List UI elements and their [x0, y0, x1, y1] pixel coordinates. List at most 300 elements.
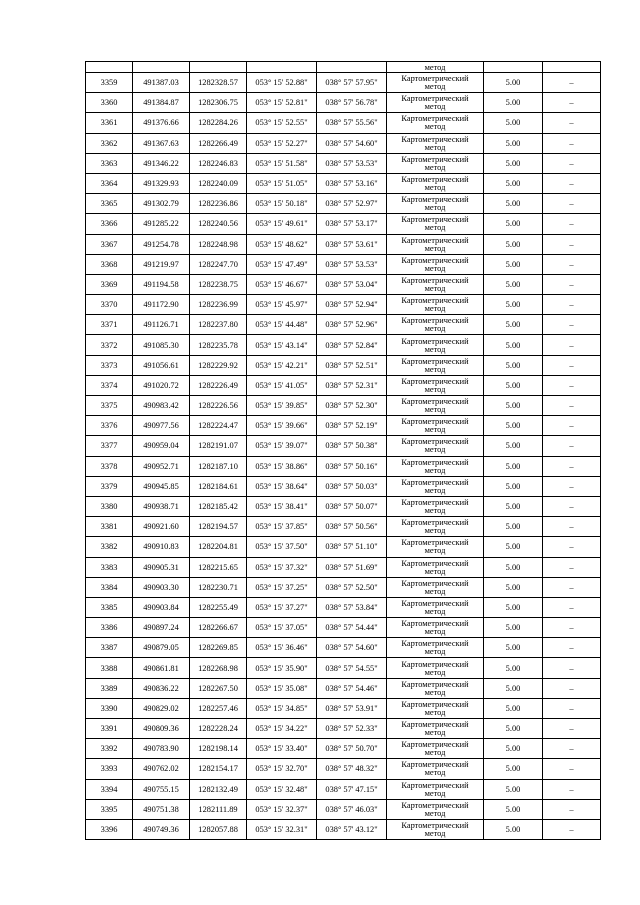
- y-coordinate-cell: 1282204.81: [190, 537, 247, 557]
- table-row: [86, 113, 601, 133]
- accuracy-cell: 5.00: [484, 355, 543, 375]
- x-coordinate-cell: 490959.04: [133, 436, 190, 456]
- method-cell: Картометрический метод: [387, 234, 484, 254]
- method-cell: Картометрический метод: [387, 396, 484, 416]
- table-row: [86, 133, 601, 153]
- longitude-cell: 038° 57' 43.12": [317, 819, 387, 839]
- method-cell: Картометрический метод: [387, 537, 484, 557]
- x-coordinate-cell: 491302.79: [133, 194, 190, 214]
- longitude-cell: 038° 57' 54.46": [317, 678, 387, 698]
- longitude-cell: 038° 57' 50.16": [317, 456, 387, 476]
- dash-cell: –: [543, 476, 601, 496]
- table-row: [86, 436, 601, 456]
- accuracy-cell: 5.00: [484, 537, 543, 557]
- x-coordinate-cell: 490829.02: [133, 698, 190, 718]
- table-row: [86, 93, 601, 113]
- coordinates-table: [85, 61, 601, 840]
- point-number-cell: 3381: [86, 517, 133, 537]
- point-number-cell: 3382: [86, 537, 133, 557]
- method-cell: Картометрический метод: [387, 375, 484, 395]
- table-row: [86, 214, 601, 234]
- accuracy-cell: 5.00: [484, 779, 543, 799]
- y-coordinate-cell: 1282191.07: [190, 436, 247, 456]
- point-number-cell: 3374: [86, 375, 133, 395]
- accuracy-cell: 5.00: [484, 234, 543, 254]
- latitude-cell: 053° 15' 32.31": [247, 819, 317, 839]
- method-cell: Картометрический метод: [387, 173, 484, 193]
- accuracy-cell: 5.00: [484, 295, 543, 315]
- longitude-cell: 038° 57' 50.03": [317, 476, 387, 496]
- dash-cell: –: [543, 335, 601, 355]
- accuracy-cell: 5.00: [484, 517, 543, 537]
- method-cell: Картометрический метод: [387, 456, 484, 476]
- dash-cell: –: [543, 153, 601, 173]
- accuracy-cell: 5.00: [484, 799, 543, 819]
- longitude-cell: 038° 57' 54.55": [317, 658, 387, 678]
- x-coordinate-cell: 491254.78: [133, 234, 190, 254]
- y-coordinate-cell: 1282306.75: [190, 93, 247, 113]
- accuracy-cell: 5.00: [484, 194, 543, 214]
- point-number-cell: 3370: [86, 295, 133, 315]
- accuracy-cell: 5.00: [484, 456, 543, 476]
- dash-cell: –: [543, 355, 601, 375]
- table-row: [86, 779, 601, 799]
- latitude-cell: 053° 15' 37.05": [247, 618, 317, 638]
- method-cell: Картометрический метод: [387, 274, 484, 294]
- table-row: [86, 577, 601, 597]
- accuracy-cell: 5.00: [484, 719, 543, 739]
- method-cell: Картометрический метод: [387, 799, 484, 819]
- x-coordinate-cell: 490921.60: [133, 517, 190, 537]
- y-coordinate-cell: 1282224.47: [190, 416, 247, 436]
- dash-cell: –: [543, 597, 601, 617]
- longitude-cell: 038° 57' 53.53": [317, 153, 387, 173]
- y-coordinate-cell: 1282268.98: [190, 658, 247, 678]
- table-row: [86, 234, 601, 254]
- method-cell: Картометрический метод: [387, 93, 484, 113]
- y-coordinate-cell: 1282246.83: [190, 153, 247, 173]
- x-coordinate-cell: 491384.87: [133, 93, 190, 113]
- continued-row: [86, 62, 601, 73]
- y-coordinate-cell: 1282269.85: [190, 638, 247, 658]
- x-coordinate-cell: 490809.36: [133, 719, 190, 739]
- dash-cell: –: [543, 173, 601, 193]
- accuracy-cell: 5.00: [484, 577, 543, 597]
- longitude-cell: 038° 57' 50.56": [317, 517, 387, 537]
- method-cell: Картометрический метод: [387, 819, 484, 839]
- accuracy-cell: 5.00: [484, 416, 543, 436]
- y-coordinate-cell: 1282194.57: [190, 517, 247, 537]
- point-number-cell: 3366: [86, 214, 133, 234]
- method-cell: Картометрический метод: [387, 739, 484, 759]
- accuracy-cell: 5.00: [484, 173, 543, 193]
- point-number-cell: 3379: [86, 476, 133, 496]
- x-coordinate-cell: 491387.03: [133, 73, 190, 93]
- table-row: [86, 416, 601, 436]
- latitude-cell: 053° 15' 45.97": [247, 295, 317, 315]
- method-cell: Картометрический метод: [387, 113, 484, 133]
- latitude-cell: 053° 15' 33.40": [247, 739, 317, 759]
- point-number-cell: 3372: [86, 335, 133, 355]
- method-cell: Картометрический метод: [387, 759, 484, 779]
- accuracy-cell: 5.00: [484, 375, 543, 395]
- table-row: [86, 194, 601, 214]
- table-row: [86, 396, 601, 416]
- latitude-cell: 053° 15' 37.25": [247, 577, 317, 597]
- point-number-cell: 3386: [86, 618, 133, 638]
- point-number-cell: 3383: [86, 557, 133, 577]
- method-cell: Картометрический метод: [387, 597, 484, 617]
- x-coordinate-cell: 490983.42: [133, 396, 190, 416]
- longitude-cell: 038° 57' 54.44": [317, 618, 387, 638]
- y-coordinate-cell: 1282229.92: [190, 355, 247, 375]
- dash-cell: –: [543, 315, 601, 335]
- point-number-cell: 3368: [86, 254, 133, 274]
- accuracy-cell: 5.00: [484, 618, 543, 638]
- y-coordinate-cell: 1282257.46: [190, 698, 247, 718]
- dash-cell: –: [543, 698, 601, 718]
- longitude-cell: 038° 57' 53.61": [317, 234, 387, 254]
- accuracy-cell: 5.00: [484, 274, 543, 294]
- latitude-cell: 053° 15' 50.18": [247, 194, 317, 214]
- longitude-cell: 038° 57' 52.84": [317, 335, 387, 355]
- accuracy-cell: 5.00: [484, 153, 543, 173]
- accuracy-cell: 5.00: [484, 73, 543, 93]
- point-number-cell: 3375: [86, 396, 133, 416]
- x-coordinate-cell: 490977.56: [133, 416, 190, 436]
- x-coordinate-cell: 490945.85: [133, 476, 190, 496]
- table-row: [86, 819, 601, 839]
- longitude-cell: 038° 57' 52.30": [317, 396, 387, 416]
- latitude-cell: 053° 15' 52.88": [247, 73, 317, 93]
- latitude-cell: 053° 15' 32.37": [247, 799, 317, 819]
- point-number-cell: 3360: [86, 93, 133, 113]
- longitude-cell: 038° 57' 46.03": [317, 799, 387, 819]
- y-coordinate-cell: 1282255.49: [190, 597, 247, 617]
- y-coordinate-cell: 1282267.50: [190, 678, 247, 698]
- accuracy-cell: 5.00: [484, 638, 543, 658]
- table-row: [86, 476, 601, 496]
- method-cell: Картометрический метод: [387, 133, 484, 153]
- dash-cell: –: [543, 234, 601, 254]
- accuracy-cell: 5.00: [484, 93, 543, 113]
- table-row: [86, 456, 601, 476]
- accuracy-cell: 5.00: [484, 315, 543, 335]
- method-cell: Картометрический метод: [387, 153, 484, 173]
- latitude-cell: 053° 15' 52.27": [247, 133, 317, 153]
- longitude-cell: 038° 57' 53.17": [317, 214, 387, 234]
- latitude-cell: 053° 15' 39.07": [247, 436, 317, 456]
- x-coordinate-cell: 491085.30: [133, 335, 190, 355]
- dash-cell: –: [543, 396, 601, 416]
- table-row: [86, 73, 601, 93]
- x-coordinate-cell: 490755.15: [133, 779, 190, 799]
- longitude-cell: 038° 57' 47.15": [317, 779, 387, 799]
- y-coordinate-cell: 1282236.99: [190, 295, 247, 315]
- latitude-cell: 053° 15' 41.05": [247, 375, 317, 395]
- y-coordinate-cell: 1282236.86: [190, 194, 247, 214]
- method-cell: Картометрический метод: [387, 315, 484, 335]
- x-coordinate-cell: 491056.61: [133, 355, 190, 375]
- longitude-cell: 038° 57' 52.94": [317, 295, 387, 315]
- accuracy-cell: 5.00: [484, 698, 543, 718]
- dash-cell: –: [543, 93, 601, 113]
- point-number-cell: 3395: [86, 799, 133, 819]
- longitude-cell: 038° 57' 55.56": [317, 113, 387, 133]
- longitude-cell: 038° 57' 53.16": [317, 173, 387, 193]
- x-coordinate-cell: 491194.58: [133, 274, 190, 294]
- accuracy-cell: 5.00: [484, 214, 543, 234]
- x-coordinate-cell: 490910.83: [133, 537, 190, 557]
- longitude-cell: 038° 57' 56.78": [317, 93, 387, 113]
- accuracy-cell: 5.00: [484, 819, 543, 839]
- accuracy-cell: 5.00: [484, 557, 543, 577]
- longitude-cell: 038° 57' 52.33": [317, 719, 387, 739]
- latitude-cell: 053° 15' 37.50": [247, 537, 317, 557]
- accuracy-cell: 5.00: [484, 254, 543, 274]
- y-coordinate-cell: 1282328.57: [190, 73, 247, 93]
- dash-cell: –: [543, 779, 601, 799]
- y-coordinate-cell: 1282248.98: [190, 234, 247, 254]
- point-number-cell: 3367: [86, 234, 133, 254]
- latitude-cell: 053° 15' 51.05": [247, 173, 317, 193]
- dash-cell: –: [543, 557, 601, 577]
- method-cell: Картометрический метод: [387, 194, 484, 214]
- x-coordinate-cell: 491219.97: [133, 254, 190, 274]
- y-coordinate-cell: 1282187.10: [190, 456, 247, 476]
- table-row: [86, 678, 601, 698]
- y-coordinate-cell: 1282247.70: [190, 254, 247, 274]
- x-coordinate-cell: 491020.72: [133, 375, 190, 395]
- dash-cell: –: [543, 214, 601, 234]
- latitude-cell: 053° 15' 35.90": [247, 658, 317, 678]
- point-number-cell: 3378: [86, 456, 133, 476]
- latitude-cell: 053° 15' 43.14": [247, 335, 317, 355]
- dash-cell: –: [543, 295, 601, 315]
- dash-cell: –: [543, 537, 601, 557]
- x-coordinate-cell: 491126.71: [133, 315, 190, 335]
- y-coordinate-cell: 1282240.56: [190, 214, 247, 234]
- point-number-cell: 3388: [86, 658, 133, 678]
- method-cell: Картометрический метод: [387, 214, 484, 234]
- x-coordinate-cell: 490897.24: [133, 618, 190, 638]
- point-number-cell: 3371: [86, 315, 133, 335]
- latitude-cell: 053° 15' 36.46": [247, 638, 317, 658]
- method-cell: Картометрический метод: [387, 618, 484, 638]
- x-coordinate-cell: 490879.05: [133, 638, 190, 658]
- latitude-cell: 053° 15' 32.48": [247, 779, 317, 799]
- dash-cell: –: [543, 799, 601, 819]
- latitude-cell: 053° 15' 38.64": [247, 476, 317, 496]
- x-coordinate-cell: 490903.30: [133, 577, 190, 597]
- y-coordinate-cell: 1282154.17: [190, 759, 247, 779]
- table-row: [86, 658, 601, 678]
- method-cell: Картометрический метод: [387, 476, 484, 496]
- method-cell: Картометрический метод: [387, 719, 484, 739]
- point-number-cell: 3377: [86, 436, 133, 456]
- dash-cell: –: [543, 194, 601, 214]
- y-coordinate-cell: 1282284.26: [190, 113, 247, 133]
- latitude-cell: 053° 15' 51.58": [247, 153, 317, 173]
- longitude-cell: 038° 57' 51.69": [317, 557, 387, 577]
- x-coordinate-cell: 490749.36: [133, 819, 190, 839]
- y-coordinate-cell: 1282184.61: [190, 476, 247, 496]
- latitude-cell: 053° 15' 44.48": [247, 315, 317, 335]
- dash-cell: –: [543, 496, 601, 516]
- dash-cell: –: [543, 819, 601, 839]
- latitude-cell: 053° 15' 35.08": [247, 678, 317, 698]
- point-number-cell: 3362: [86, 133, 133, 153]
- dash-cell: –: [543, 73, 601, 93]
- table-row: [86, 618, 601, 638]
- accuracy-cell: 5.00: [484, 436, 543, 456]
- longitude-cell: 038° 57' 50.70": [317, 739, 387, 759]
- table-row: [86, 759, 601, 779]
- point-number-cell: 3392: [86, 739, 133, 759]
- dash-cell: –: [543, 416, 601, 436]
- y-coordinate-cell: 1282215.65: [190, 557, 247, 577]
- longitude-cell: 038° 57' 51.10": [317, 537, 387, 557]
- table-row: [86, 517, 601, 537]
- x-coordinate-cell: 491367.63: [133, 133, 190, 153]
- longitude-cell: 038° 57' 53.04": [317, 274, 387, 294]
- method-cell: Картометрический метод: [387, 254, 484, 274]
- accuracy-cell: 5.00: [484, 658, 543, 678]
- longitude-cell: 038° 57' 52.51": [317, 355, 387, 375]
- accuracy-cell: 5.00: [484, 476, 543, 496]
- method-cell: Картометрический метод: [387, 355, 484, 375]
- y-coordinate-cell: 1282185.42: [190, 496, 247, 516]
- dash-cell: –: [543, 436, 601, 456]
- latitude-cell: 053° 15' 37.32": [247, 557, 317, 577]
- dash-cell: –: [543, 759, 601, 779]
- x-coordinate-cell: 490836.22: [133, 678, 190, 698]
- x-coordinate-cell: 490952.71: [133, 456, 190, 476]
- point-number-cell: 3391: [86, 719, 133, 739]
- dash-cell: –: [543, 517, 601, 537]
- point-number-cell: 3384: [86, 577, 133, 597]
- longitude-cell: 038° 57' 50.07": [317, 496, 387, 516]
- table-row: [86, 557, 601, 577]
- dash-cell: –: [543, 254, 601, 274]
- y-coordinate-cell: 1282266.67: [190, 618, 247, 638]
- accuracy-cell: 5.00: [484, 113, 543, 133]
- longitude-cell: 038° 57' 52.97": [317, 194, 387, 214]
- y-coordinate-cell: 1282228.24: [190, 719, 247, 739]
- accuracy-cell: 5.00: [484, 133, 543, 153]
- dash-cell: –: [543, 113, 601, 133]
- point-number-cell: 3387: [86, 638, 133, 658]
- longitude-cell: 038° 57' 53.84": [317, 597, 387, 617]
- method-cell: Картометрический метод: [387, 517, 484, 537]
- x-coordinate-cell: 490762.02: [133, 759, 190, 779]
- x-coordinate-cell: 490938.71: [133, 496, 190, 516]
- longitude-cell: 038° 57' 52.31": [317, 375, 387, 395]
- table-row: [86, 335, 601, 355]
- y-coordinate-cell: 1282132.49: [190, 779, 247, 799]
- method-cell: Картометрический метод: [387, 436, 484, 456]
- latitude-cell: 053° 15' 47.49": [247, 254, 317, 274]
- dash-cell: –: [543, 719, 601, 739]
- method-cell-continued: метод: [387, 62, 484, 73]
- point-number-cell: 3369: [86, 274, 133, 294]
- point-number-cell: 3394: [86, 779, 133, 799]
- table-row: [86, 355, 601, 375]
- dash-cell: –: [543, 577, 601, 597]
- accuracy-cell: 5.00: [484, 739, 543, 759]
- table-row: [86, 153, 601, 173]
- point-number-cell: 3390: [86, 698, 133, 718]
- table-row: [86, 537, 601, 557]
- y-coordinate-cell: 1282266.49: [190, 133, 247, 153]
- x-coordinate-cell: 490751.38: [133, 799, 190, 819]
- table-row: [86, 799, 601, 819]
- point-number-cell: 3365: [86, 194, 133, 214]
- latitude-cell: 053° 15' 34.85": [247, 698, 317, 718]
- longitude-cell: 038° 57' 53.53": [317, 254, 387, 274]
- point-number-cell: 3380: [86, 496, 133, 516]
- x-coordinate-cell: 490783.90: [133, 739, 190, 759]
- y-coordinate-cell: 1282235.78: [190, 335, 247, 355]
- latitude-cell: 053° 15' 39.66": [247, 416, 317, 436]
- point-number-cell: 3396: [86, 819, 133, 839]
- accuracy-cell: 5.00: [484, 759, 543, 779]
- latitude-cell: 053° 15' 37.85": [247, 517, 317, 537]
- latitude-cell: 053° 15' 39.85": [247, 396, 317, 416]
- table-row: [86, 274, 601, 294]
- y-coordinate-cell: 1282238.75: [190, 274, 247, 294]
- dash-cell: –: [543, 375, 601, 395]
- point-number-cell: 3393: [86, 759, 133, 779]
- latitude-cell: 053° 15' 34.22": [247, 719, 317, 739]
- x-coordinate-cell: 491346.22: [133, 153, 190, 173]
- method-cell: Картометрический метод: [387, 73, 484, 93]
- latitude-cell: 053° 15' 38.86": [247, 456, 317, 476]
- method-cell: Картометрический метод: [387, 335, 484, 355]
- dash-cell: –: [543, 456, 601, 476]
- y-coordinate-cell: 1282057.88: [190, 819, 247, 839]
- table-row: [86, 315, 601, 335]
- table-row: [86, 254, 601, 274]
- longitude-cell: 038° 57' 50.38": [317, 436, 387, 456]
- table-row: [86, 698, 601, 718]
- table-row: [86, 375, 601, 395]
- accuracy-cell: 5.00: [484, 335, 543, 355]
- latitude-cell: 053° 15' 52.55": [247, 113, 317, 133]
- point-number-cell: 3359: [86, 73, 133, 93]
- table-row: [86, 597, 601, 617]
- x-coordinate-cell: 490905.31: [133, 557, 190, 577]
- dash-cell: –: [543, 618, 601, 638]
- method-cell: Картометрический метод: [387, 638, 484, 658]
- point-number-cell: 3373: [86, 355, 133, 375]
- dash-cell: –: [543, 739, 601, 759]
- y-coordinate-cell: 1282226.49: [190, 375, 247, 395]
- longitude-cell: 038° 57' 53.91": [317, 698, 387, 718]
- longitude-cell: 038° 57' 48.32": [317, 759, 387, 779]
- y-coordinate-cell: 1282198.14: [190, 739, 247, 759]
- method-cell: Картометрический метод: [387, 295, 484, 315]
- accuracy-cell: 5.00: [484, 597, 543, 617]
- latitude-cell: 053° 15' 37.27": [247, 597, 317, 617]
- method-cell: Картометрический метод: [387, 577, 484, 597]
- method-cell: Картометрический метод: [387, 557, 484, 577]
- x-coordinate-cell: 491285.22: [133, 214, 190, 234]
- x-coordinate-cell: 491329.93: [133, 173, 190, 193]
- table-row: [86, 295, 601, 315]
- x-coordinate-cell: 490903.84: [133, 597, 190, 617]
- latitude-cell: 053° 15' 38.41": [247, 496, 317, 516]
